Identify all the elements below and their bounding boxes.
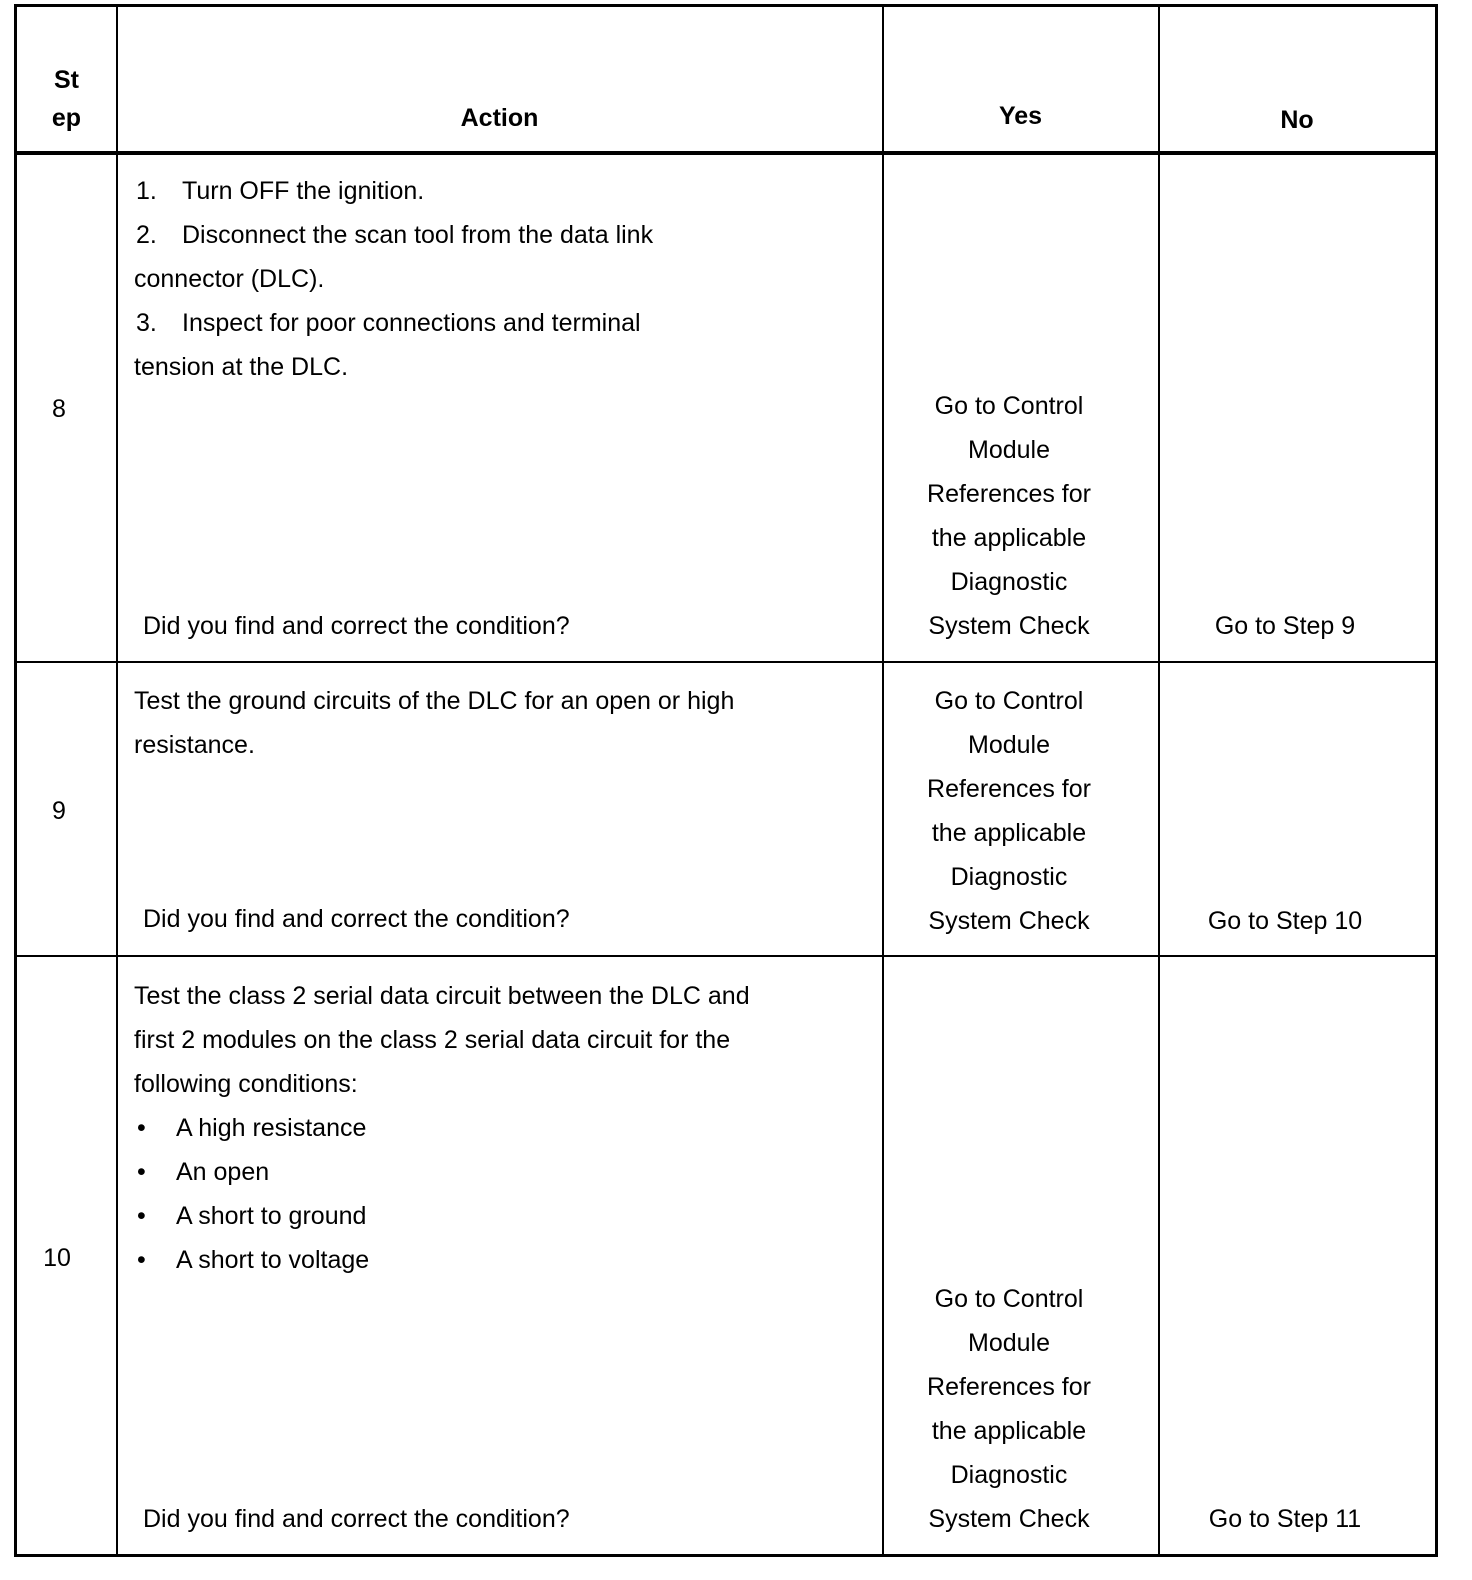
item-text: Disconnect the scan tool from the data link [182,221,654,249]
action-question: Did you find and correct the condition? [143,905,570,933]
item-number: 2. [136,221,157,249]
action-text-line: Test the ground circuits of the DLC for an open or high [134,687,735,715]
step-number: 9 [52,797,66,825]
bullet-icon: • [137,1158,146,1186]
bullet-item [134,1106,874,1150]
action-question: Did you find and correct the condition? [143,612,570,640]
step-number: 10 [43,1244,71,1272]
item-text-continued: connector (DLC). [134,265,325,293]
yes-line: System Check [928,907,1090,935]
header-yes: Yes [998,102,1043,130]
column-divider [1158,7,1160,1554]
action-text [134,974,874,1282]
yes-line: System Check [928,612,1090,640]
yes-result [883,1277,1135,1541]
bullet-item [134,1150,874,1194]
yes-line: References for [927,1373,1091,1401]
bullet-text: A short to ground [176,1202,367,1230]
action-text [134,679,874,767]
yes-line: Go to Control [934,392,1084,420]
yes-line: the applicable [931,819,1087,847]
yes-line: System Check [928,1505,1090,1533]
diagnostic-table [14,4,1438,1557]
bullet-text: An open [176,1158,270,1186]
header-step-line: ep [51,104,82,132]
item-number: 3. [136,309,157,337]
yes-line: Diagnostic [950,1461,1068,1489]
yes-line: Go to Control [934,1285,1084,1313]
yes-line: References for [927,480,1091,508]
item-text: Turn OFF the ignition. [182,177,425,205]
header-no: No [1280,106,1314,134]
action-step-item [134,213,874,257]
bullet-item [134,1194,874,1238]
bullet-text: A high resistance [176,1114,367,1142]
no-result: Go to Step 10 [1207,907,1363,935]
yes-line: Module [968,731,1050,759]
action-text-line: resistance. [134,731,255,759]
step-number: 8 [52,395,66,423]
yes-line: Diagnostic [950,863,1068,891]
bullet-icon: • [137,1114,146,1142]
row-divider [17,955,1435,957]
row-divider [17,661,1435,663]
action-steps [134,169,874,389]
yes-line: Diagnostic [950,568,1068,596]
action-text-line: first 2 modules on the class 2 serial data circuit for the [134,1026,731,1054]
yes-result [883,679,1135,943]
header-step [17,61,116,137]
yes-line: the applicable [931,1417,1087,1445]
header-action: Action [460,104,539,132]
item-text-continued: tension at the DLC. [134,353,349,381]
bullet-icon: • [137,1202,146,1230]
yes-line: Module [968,1329,1050,1357]
column-divider [116,7,118,1554]
action-text-line: following conditions: [134,1070,358,1098]
action-question: Did you find and correct the condition? [143,1505,570,1533]
no-result: Go to Step 9 [1214,612,1356,640]
yes-line: References for [927,775,1091,803]
yes-line: Go to Control [934,687,1084,715]
header-step-line: St [54,66,79,94]
yes-result [883,384,1135,648]
yes-line: the applicable [931,524,1087,552]
bullet-icon: • [137,1246,146,1274]
item-text: Inspect for poor connections and terminal [182,309,641,337]
header-divider [17,151,1435,155]
action-step-item [134,169,874,213]
action-step-item [134,301,874,345]
no-result: Go to Step 11 [1208,1505,1362,1533]
bullet-item [134,1238,874,1282]
yes-line: Module [968,436,1050,464]
item-number: 1. [136,177,157,205]
bullet-text: A short to voltage [176,1246,370,1274]
action-text-line: Test the class 2 serial data circuit between the DLC and [134,982,750,1010]
